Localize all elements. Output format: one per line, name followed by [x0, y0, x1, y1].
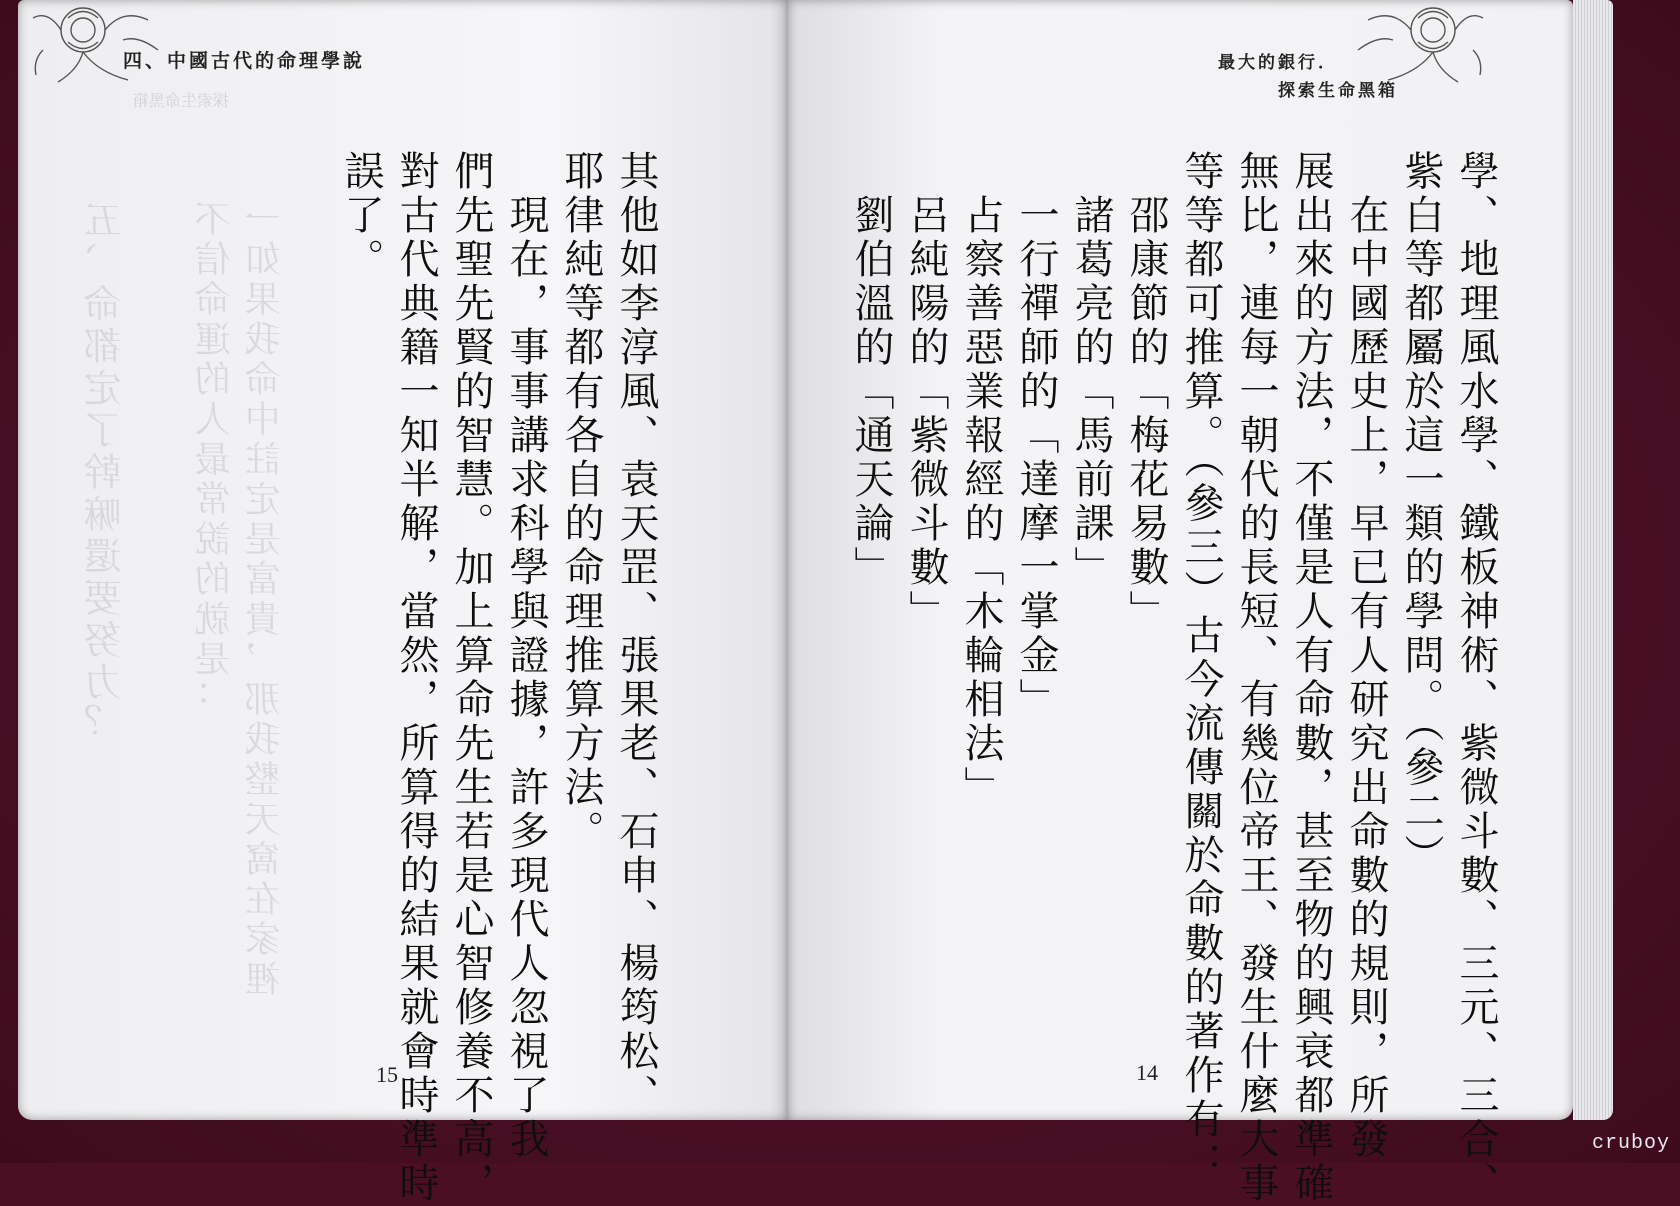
- bleed-through-column: 五、命都定了幹嘛還要努力？: [84, 200, 128, 746]
- text-column: 紫白等都屬於這一類的學問。（參二）: [1398, 150, 1444, 878]
- page-edges: [1573, 0, 1613, 1120]
- text-column: 對古代典籍一知半解，當然，所算得的結果就會時準時: [393, 150, 439, 1206]
- page-number: 14: [1136, 1060, 1158, 1085]
- text-column: 學、地理風水學、鐵板神術、紫微斗數、三元、三合、: [1453, 150, 1499, 1206]
- text-column: 等等都可推算。（參三）古今流傳關於命數的著作有：: [1178, 150, 1224, 1186]
- scan-watermark: cruboy: [1591, 1132, 1670, 1155]
- running-head-line-1: 最大的銀行．: [1218, 53, 1338, 73]
- bleed-through-column: 不信命運的人最常說的就是：: [195, 200, 236, 720]
- text-column: 展出來的方法，不僅是人有命數，甚至物的興衰都準確: [1288, 150, 1334, 1206]
- running-head-line-2: 探索生命黑箱: [1278, 81, 1398, 101]
- text-column: 劉伯溫的「通天論」: [848, 150, 894, 590]
- text-column: 誤了。: [338, 150, 384, 282]
- bleed-through-head: 探索生命黑箱: [133, 91, 230, 110]
- text-column: 邵康節的「梅花易數」: [1123, 150, 1169, 634]
- text-column: 現在，事事講求科學與證據，許多現代人忽視了我: [503, 150, 549, 1162]
- text-column: 諸葛亮的「馬前課」: [1068, 150, 1114, 590]
- text-column: 無比，連每一朝代的長短、有幾位帝王、發生什麼大事: [1233, 150, 1279, 1206]
- text-column: 其他如李淳風、袁天罡、張果老、石申、楊筠松、: [613, 150, 659, 1118]
- text-column: 們先聖先賢的智慧。加上算命先生若是心智修養不高，: [448, 150, 494, 1206]
- running-head: 四、中國古代的命理學說: [123, 50, 366, 72]
- text-column: 呂純陽的「紫微斗數」: [903, 150, 949, 634]
- text-column: 占察善惡業報經的「木輪相法」: [958, 150, 1004, 810]
- left-page: [18, 0, 788, 1206]
- text-column: 一行禪師的「達摩一掌金」: [1013, 150, 1059, 722]
- floral-ornament-icon: [28, 0, 168, 90]
- page-number: 15: [376, 1062, 398, 1087]
- bleed-through-column: 一如果我命中註定是富貴，那我整天窩在家裡: [245, 200, 286, 1000]
- text-column: 耶律純等都有各自的命理推算方法。: [558, 150, 604, 854]
- right-page: [788, 0, 1573, 1206]
- text-column: 在中國歷史上，早已有人研究出命數的規則，所發: [1343, 150, 1389, 1162]
